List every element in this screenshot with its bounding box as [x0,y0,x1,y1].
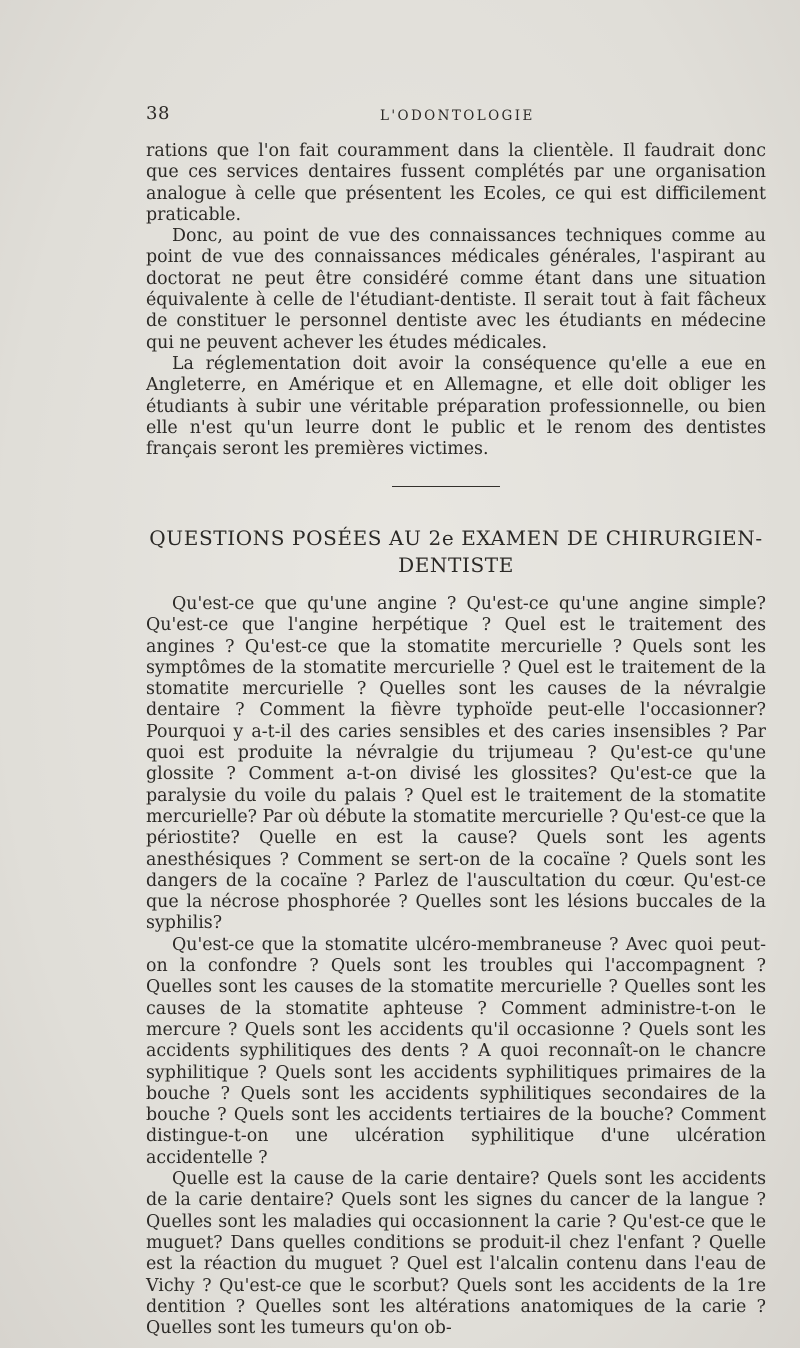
page-number: 38 [146,103,170,124]
running-title: L'ODONTOLOGIE [380,108,535,124]
page-header [146,103,766,131]
paragraph: Donc, au point de vue des connaissances techniques comme au point de vue des connaissances médicales générales, l'aspirant au doctorat ne peut être considéré comme étant dans une situation équivalente à celle de l'étudiant-dentiste. Il serait tout à fait fâcheux de constituer le personnel dentiste avec les étudiants en médecine qui ne peuvent achever les études médicales. [146,226,766,353]
section-title-line: QUESTIONS POSÉES AU 2e EXAMEN DE CHIRURGIEN- [149,526,763,550]
section-divider [392,486,500,487]
questions-text [146,594,766,1339]
intro-text [146,141,766,460]
paragraph: Qu'est-ce que la stomatite ulcéro-membraneuse ? Avec quoi peut-on la confondre ? Quels sont les troubles qui l'accompagnent ? Quelles sont les causes de la stomatite mercurielle ? Quelles sont les causes de la stomatite aphteuse ? Comment administre-t-on le mercure ? Quels sont les accidents qu'il occasionne ? Quels sont les accidents syphilitiques des dents ? A quoi reconnaît-on le chancre syphilitique ? Quels sont les accidents syphilitiques primaires de la bouche ? Quels sont les accidents syphilitiques secondaires de la bouche ? Quels sont les accidents tertiaires de la bouche? Comment distingue-t-on une ulcération syphilitique d'une ulcération accidentelle ? [146,934,766,1168]
paragraph: La réglementation doit avoir la conséquence qu'elle a eue en Angleterre, en Amérique et en Allemagne, et elle doit obliger les étudiants à subir une véritable préparation professionnelle, ou bien elle n'est qu'un leurre dont le public et le renom des dentistes français seront les premières victimes. [146,353,766,460]
paragraph: rations que l'on fait couramment dans la clientèle. Il faudrait donc que ces services dentaires fussent complétés par une organisation analogue à celle que présentent les Ecoles, ce qui est difficilement praticable. [146,141,766,225]
paragraph: Qu'est-ce que qu'une angine ? Qu'est-ce qu'une angine simple? Qu'est-ce que l'angine herpétique ? Quel est le traitement des angines ? Qu'est-ce que la stomatite mercurielle ? Quels sont les symptômes de la stomatite mercurielle ? Quel est le traitement de la stomatite mercurielle ? Quelles sont les causes de la névralgie dentaire ? Comment la fièvre typhoïde peut-elle l'occasionner? Pourquoi y a-t-il des caries sensibles et des caries insensibles ? Par quoi est produite la névralgie du trijumeau ? Qu'est-ce qu'une glossite ? Comment a-t-on divisé les glossites? Qu'est-ce que la paralysie du voile du palais ? Quel est le traitement de la stomatite mercurielle? Par où débute la stomatite mercurielle ? Qu'est-ce que la périostite? Quelle en est la cause? Quels sont les agents anesthésiques ? Comment se sert-on de la cocaïne ? Quels sont les dangers de la cocaïne ? Parlez de l'auscultation du cœur. Qu'est-ce que la nécrose phosphorée ? Quelles sont les lésions buccales de la syphilis? [146,594,766,934]
section-title-line: DENTISTE [398,553,514,577]
section-title [146,525,766,579]
paragraph: Quelle est la cause de la carie dentaire? Quels sont les accidents de la carie dentaire? Quels sont les signes du cancer de la langue ? Quelles sont les maladies qui occasionnent la carie ? Qu'est-ce que le muguet? Dans quelles conditions se produit-il chez l'enfant ? Quelle est la réaction du muguet ? Quel est l'alcalin contenu dans l'eau de Vichy ? Qu'est-ce que le scorbut? Quels sont les accidents de la 1re dentition ? Quelles sont les altérations anatomiques de la carie ? Quelles sont les tumeurs qu'on ob- [146,1169,766,1339]
